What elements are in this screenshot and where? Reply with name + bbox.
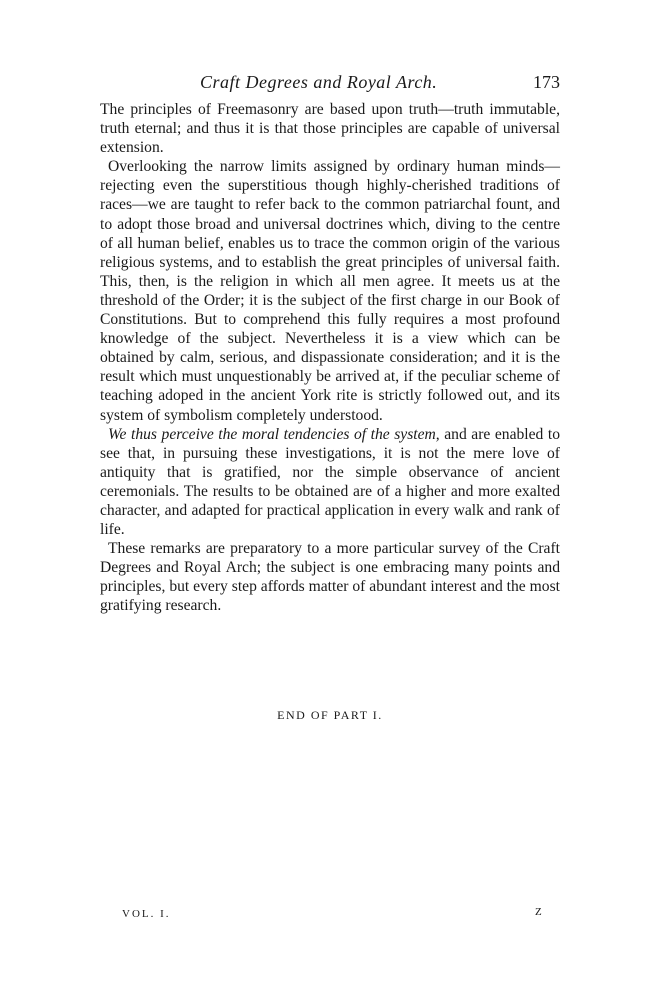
paragraph-4: These remarks are preparatory to a more particular survey of the Craft Degrees and Royal Arch; the subject is one embracing many points and principles, but every step affords matter of abundant interest and the most gratifying research. [100, 540, 560, 615]
body-text [100, 100, 560, 616]
paragraph-3 [100, 425, 560, 540]
volume-signature: VOL. I. [122, 908, 171, 920]
running-head [100, 72, 560, 96]
printer-signature-mark: Z [535, 906, 542, 918]
paragraph-3-italic: We thus perceive the moral tendencies of the system, [108, 425, 440, 443]
running-title: Craft Degrees and Royal Arch. [200, 72, 438, 92]
page-number: 173 [533, 72, 560, 92]
paragraph-2: Overlooking the narrow limits assigned by ordinary human minds—rejecting even the superstitious though highly-cherished traditions of races—we are taught to refer back to the common patriarchal fount, and to adopt those broad and universal doctrines which, diving to the centre of all human belief, enables us to trace the common origin of the various religious systems, and to establish the great principles of universal faith. This, then, is the religion in which all men agree. It meets us at the threshold of the Order; it is the subject of the first charge in our Book of Constitutions. But to comprehend this fully requires a most profound knowledge of the subject. Nevertheless it is a view which can be obtained by calm, serious, and dispassionate consideration; and it is the result which must unquestionably be arrived at, if the peculiar scheme of teaching adoped in the ancient York rite is strictly followed out, and its system of symbolism completely understood. [100, 158, 560, 424]
paragraph-3-rest: and are enabled to see that, in pursuing these investigations, it is not the mere love of antiquity that is gratified, nor the simple observance of ancient ceremonials. The results to be obtained are of a higher and more exalted character, and adapted for practical application in every walk and rank of life. [100, 425, 561, 539]
end-of-part-marker: END OF PART I. [277, 708, 383, 722]
paragraph-1: The principles of Freemasonry are based upon truth—truth immutable, truth eternal; and thus it is that those principles are capable of universal extension. [100, 101, 560, 157]
